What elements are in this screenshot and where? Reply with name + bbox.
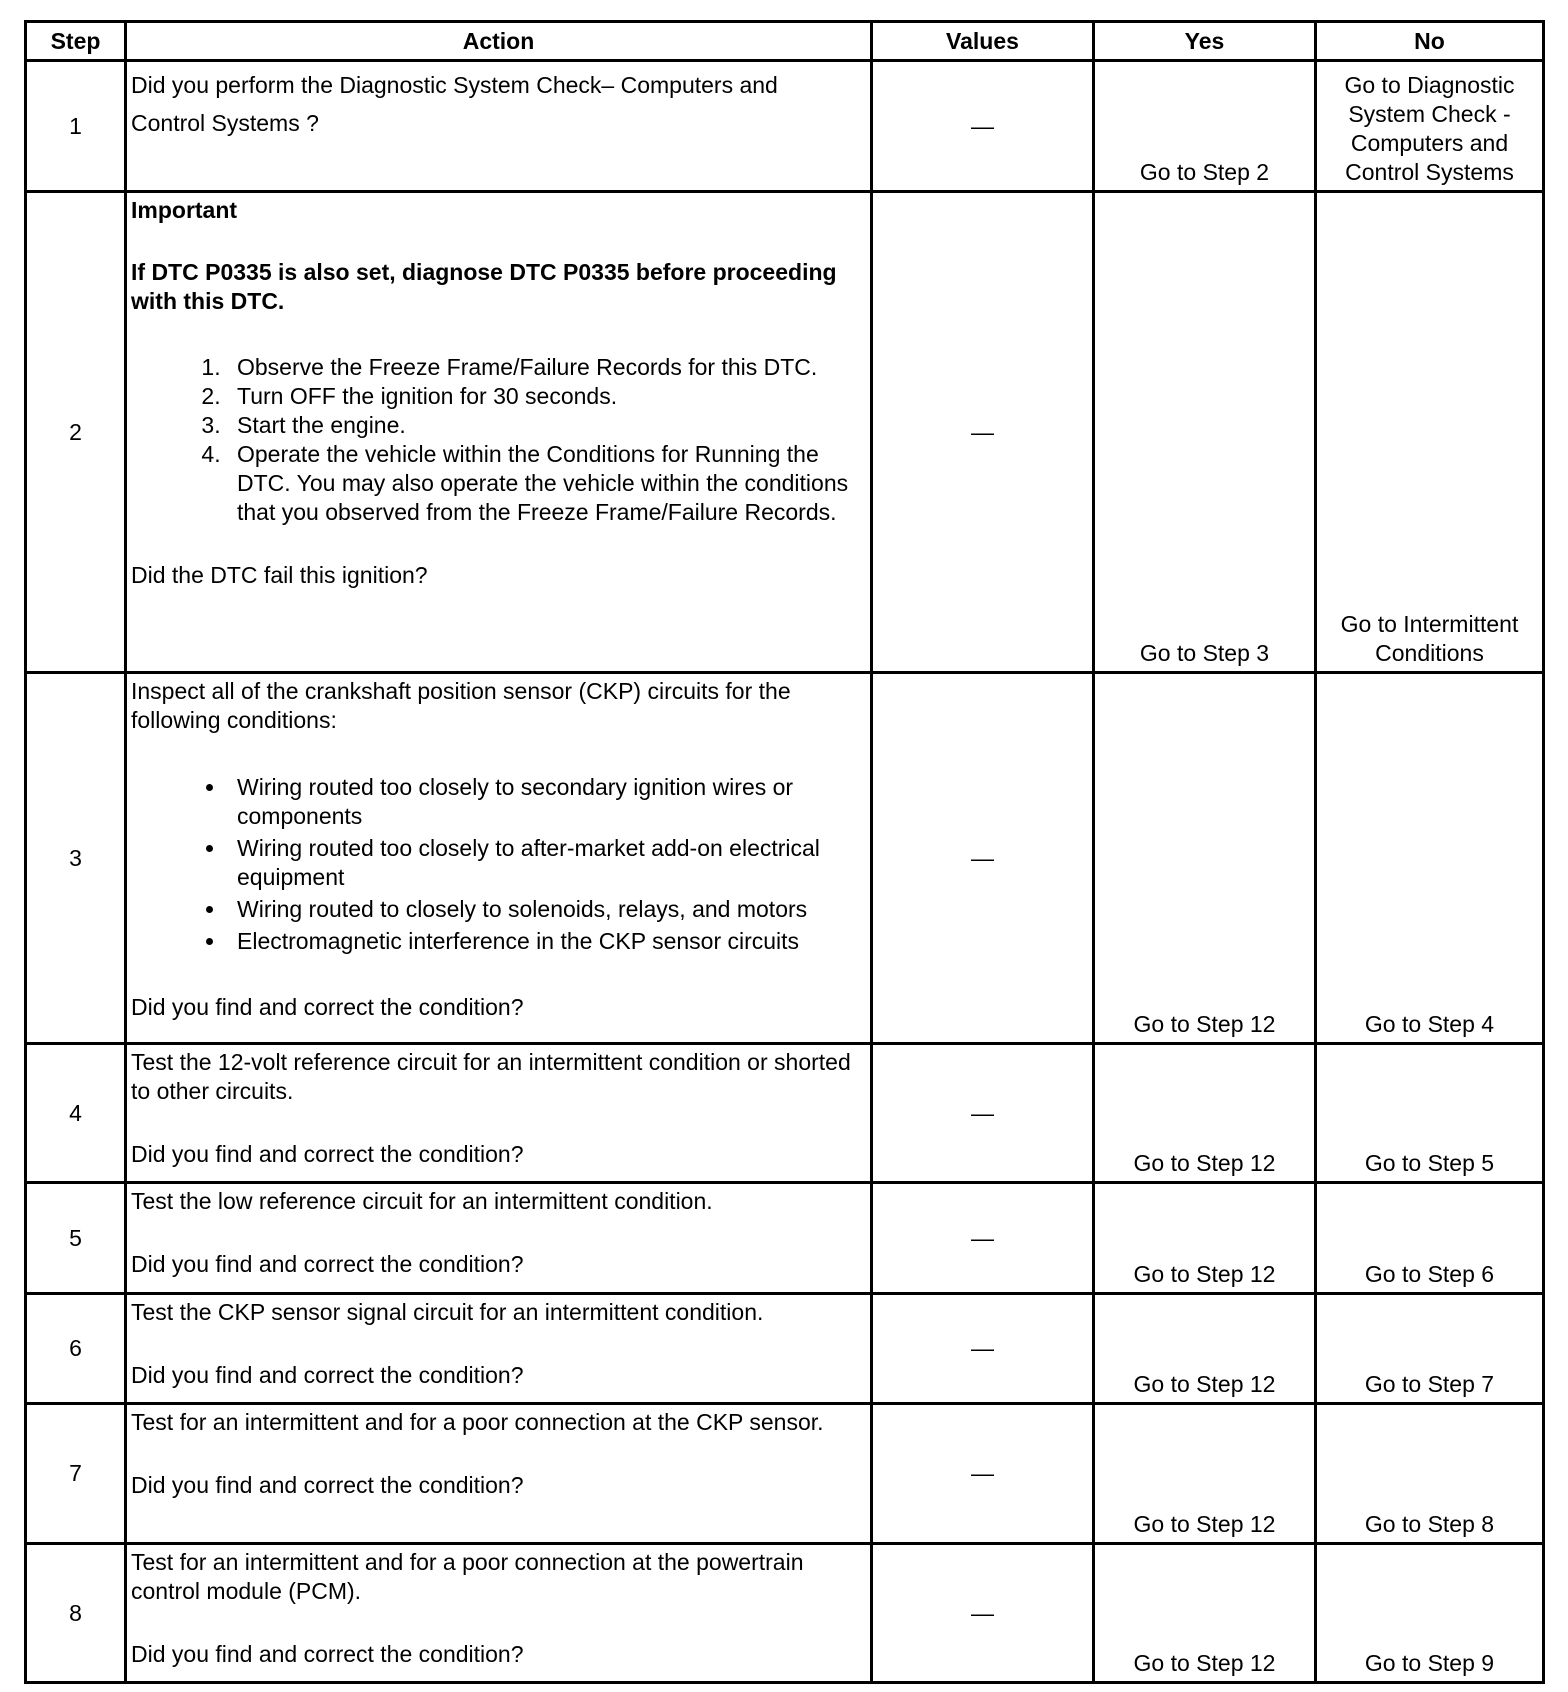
yes-link[interactable]: Go to Step 12	[1094, 1183, 1316, 1294]
action-text: Test for an intermittent and for a poor connection at the powertrain control module (PCM).	[131, 1549, 804, 1604]
yes-link[interactable]: Go to Step 3	[1094, 192, 1316, 673]
values-cell: —	[872, 1183, 1094, 1294]
action-text: Control Systems ?	[131, 110, 319, 136]
action-question: Did you find and correct the condition?	[131, 1251, 524, 1277]
values-cell: —	[872, 673, 1094, 1044]
condition-item: • Electromagnetic interference in the CKP sensor circuits	[227, 927, 858, 956]
step-number: 3	[26, 673, 126, 1044]
no-link[interactable]: Go to Step 5	[1316, 1044, 1544, 1183]
procedure-list	[131, 353, 858, 527]
procedure-step: 3. Start the engine.	[227, 411, 858, 440]
table-row	[26, 61, 1544, 192]
no-link[interactable]: Go to Step 7	[1316, 1294, 1544, 1404]
header-values: Values	[872, 22, 1094, 61]
procedure-step: 1. Observe the Freeze Frame/Failure Records for this DTC.	[227, 353, 858, 382]
values-cell: —	[872, 1544, 1094, 1683]
action-cell	[126, 673, 872, 1044]
action-text: Test for an intermittent and for a poor connection at the CKP sensor.	[131, 1409, 824, 1435]
action-text: Test the 12-volt reference circuit for an intermittent condition or shorted to other circuits.	[131, 1049, 851, 1104]
header-action: Action	[126, 22, 872, 61]
values-cell: —	[872, 192, 1094, 673]
condition-item: • Wiring routed to closely to solenoids, relays, and motors	[227, 895, 858, 924]
table-row	[26, 1404, 1544, 1544]
step-number: 7	[26, 1404, 126, 1544]
action-cell	[126, 1044, 872, 1183]
yes-link[interactable]: Go to Step 12	[1094, 1294, 1316, 1404]
values-cell: —	[872, 61, 1094, 192]
action-text: Did you perform the Diagnostic System Check– Computers and	[131, 72, 778, 98]
table-row	[26, 1044, 1544, 1183]
important-heading: Important	[131, 197, 238, 223]
action-text: Test the low reference circuit for an intermittent condition.	[131, 1188, 713, 1214]
condition-list	[131, 773, 858, 956]
action-question: Did you find and correct the condition?	[131, 1362, 524, 1388]
table-row	[26, 1294, 1544, 1404]
procedure-step: 2. Turn OFF the ignition for 30 seconds.	[227, 382, 858, 411]
table-row	[26, 192, 1544, 673]
action-text: Test the CKP sensor signal circuit for an intermittent condition.	[131, 1299, 764, 1325]
no-link[interactable]: Go to Step 9	[1316, 1544, 1544, 1683]
header-no: No	[1316, 22, 1544, 61]
action-cell	[126, 1404, 872, 1544]
action-cell	[126, 192, 872, 673]
header-step: Step	[26, 22, 126, 61]
header-yes: Yes	[1094, 22, 1316, 61]
procedure-step: 4. Operate the vehicle within the Conditions for Running the DTC. You may also operate the vehicle within the conditions that you observed from the Freeze Frame/Failure Records.	[227, 440, 858, 527]
action-cell	[126, 1183, 872, 1294]
action-cell	[126, 61, 872, 192]
table-row	[26, 673, 1544, 1044]
step-number: 5	[26, 1183, 126, 1294]
yes-link[interactable]: Go to Step 12	[1094, 1404, 1316, 1544]
important-note: If DTC P0335 is also set, diagnose DTC P0335 before proceeding with this DTC.	[131, 259, 837, 314]
action-cell	[126, 1294, 872, 1404]
header-row	[26, 22, 1544, 61]
values-cell: —	[872, 1404, 1094, 1544]
diagnostic-table	[24, 20, 1545, 1684]
action-text: Inspect all of the crankshaft position sensor (CKP) circuits for the following conditions:	[131, 678, 791, 733]
no-link[interactable]: Go to Step 6	[1316, 1183, 1544, 1294]
step-number: 6	[26, 1294, 126, 1404]
action-question: Did the DTC fail this ignition?	[131, 562, 428, 588]
step-number: 1	[26, 61, 126, 192]
yes-link[interactable]: Go to Step 2	[1094, 61, 1316, 192]
step-number: 2	[26, 192, 126, 673]
action-question: Did you find and correct the condition?	[131, 1641, 524, 1667]
condition-item: • Wiring routed too closely to after-market add-on electrical equipment	[227, 834, 858, 892]
values-cell: —	[872, 1294, 1094, 1404]
action-question: Did you find and correct the condition?	[131, 1472, 524, 1498]
yes-link[interactable]: Go to Step 12	[1094, 1544, 1316, 1683]
table-row	[26, 1544, 1544, 1683]
action-cell	[126, 1544, 872, 1683]
action-question: Did you find and correct the condition?	[131, 994, 524, 1020]
yes-link[interactable]: Go to Step 12	[1094, 1044, 1316, 1183]
action-question: Did you find and correct the condition?	[131, 1141, 524, 1167]
no-link[interactable]: Go to Intermittent Conditions	[1316, 192, 1544, 673]
values-cell: —	[872, 1044, 1094, 1183]
step-number: 8	[26, 1544, 126, 1683]
no-link[interactable]: Go to Step 4	[1316, 673, 1544, 1044]
condition-item: • Wiring routed too closely to secondary ignition wires or components	[227, 773, 858, 831]
step-number: 4	[26, 1044, 126, 1183]
no-link[interactable]: Go to Step 8	[1316, 1404, 1544, 1544]
table-row	[26, 1183, 1544, 1294]
yes-link[interactable]: Go to Step 12	[1094, 673, 1316, 1044]
no-link[interactable]: Go to Diagnostic System Check - Computers and Control Systems	[1316, 61, 1544, 192]
